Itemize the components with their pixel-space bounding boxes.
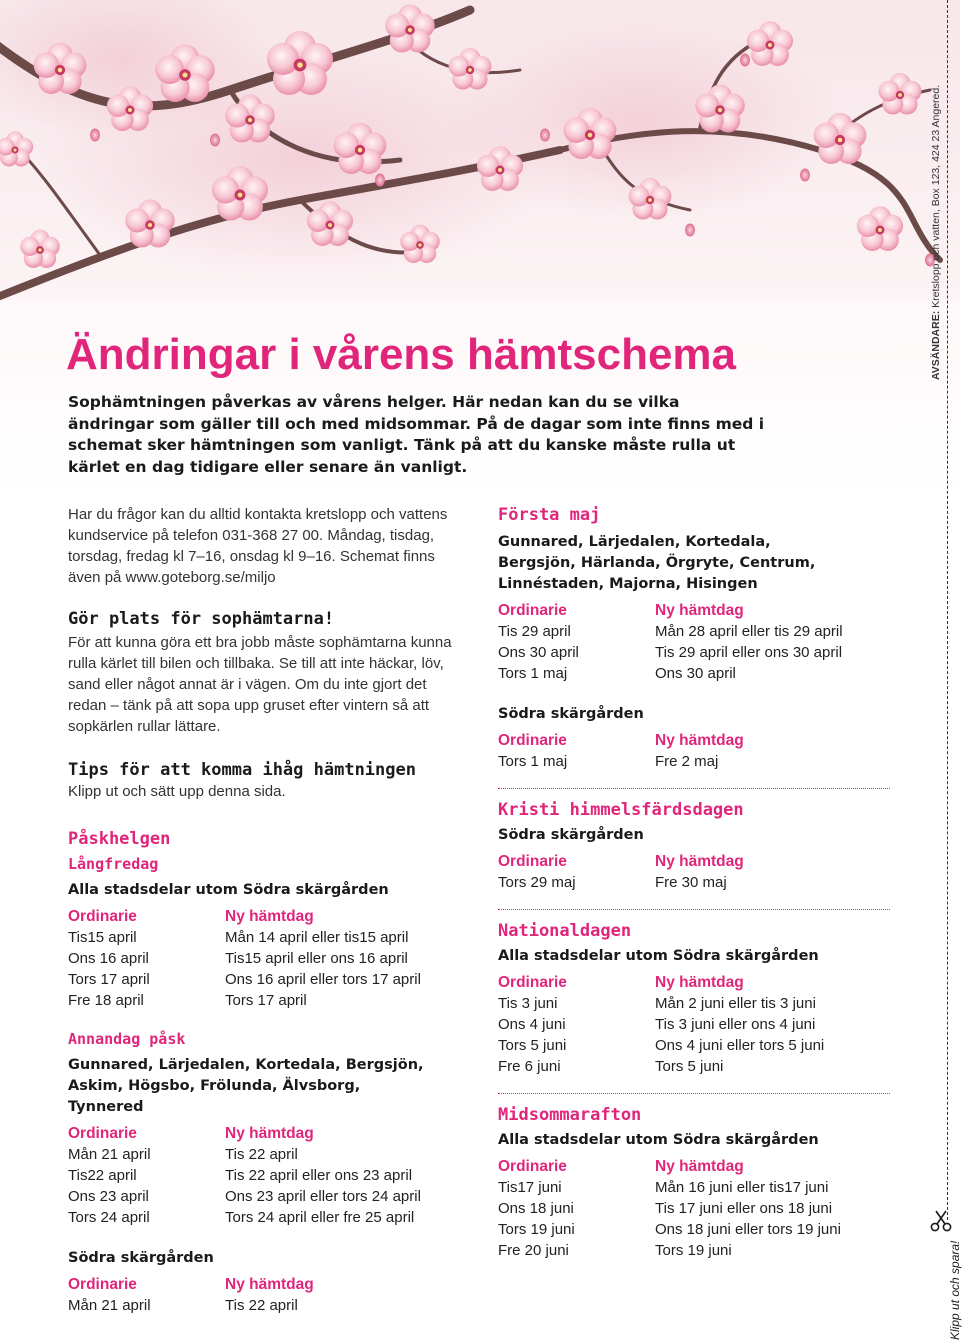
easter-monday-table-2: [68, 1274, 468, 1316]
table-cell: Fre 18 april: [68, 992, 144, 1009]
divider: [498, 909, 890, 910]
table-cell: Mån 21 april: [68, 1297, 151, 1314]
table-cell: Ons 23 april eller tors 24 april: [225, 1188, 421, 1205]
table-cell: Tis 17 juni eller ons 18 juni: [655, 1200, 833, 1217]
col-new: Ny hämtdag: [225, 1125, 314, 1142]
divider: [498, 788, 890, 789]
mayday-area: Gunnared, Lärjedalen, Kortedala, Bergsjön, Härlanda, Örgryte, Centrum, Linnéstaden, Majorna, Hisingen: [498, 534, 816, 592]
sender-label: AVSÄNDARE:: [930, 310, 942, 380]
longfriday-heading: Långfredag: [68, 855, 159, 873]
easter-monday-table: [68, 1123, 468, 1228]
table-cell: Tis 22 april: [225, 1146, 298, 1163]
table-cell: Tors 29 maj: [498, 874, 576, 891]
table-cell: Tors 1 maj: [498, 753, 568, 770]
ascension-heading: Kristi himmelsfärdsdagen: [498, 800, 744, 820]
right-column: [498, 504, 898, 1261]
intro-text: Sophämtningen påverkas av vårens helger. Här nedan kan du se vilka ändringar som gäller till och med midsommar. På de dagar som inte finns med i schemat sker hämtningen som vanligt. Tänk på att du kanske måste rulla ut kärlet en dag tidigare eller senare än vanligt.: [68, 393, 765, 476]
col-new: Ny hämtdag: [655, 602, 744, 619]
longfriday-area: Alla stadsdelar utom Södra skärgården: [68, 882, 389, 898]
table-cell: Ons 4 juni eller tors 5 juni: [655, 1037, 825, 1054]
col-ordinary: Ordinarie: [68, 908, 137, 925]
sender-address: [930, 85, 942, 380]
table-cell: Tors 17 april: [225, 992, 307, 1009]
mayday-table: [498, 600, 898, 684]
col-ordinary: Ordinarie: [498, 732, 567, 749]
table-cell: Ons 30 april: [655, 665, 736, 682]
col-new: Ny hämtdag: [225, 1276, 314, 1293]
col-new: Ny hämtdag: [655, 732, 744, 749]
col-new: Ny hämtdag: [655, 853, 744, 870]
mayday-heading: Första maj: [498, 505, 601, 525]
cut-line: [947, 0, 948, 1220]
tips-text: Klipp ut och sätt upp denna sida.: [68, 783, 286, 800]
table-cell: Tis17 juni: [498, 1179, 562, 1196]
national-day-area: Alla stadsdelar utom Södra skärgården: [498, 948, 819, 964]
table-cell: Ons 16 april eller tors 17 april: [225, 971, 421, 988]
col-ordinary: Ordinarie: [68, 1125, 137, 1142]
table-cell: Tis 3 juni: [498, 995, 558, 1012]
midsummer-table: [498, 1156, 898, 1261]
table-cell: Tis 22 april eller ons 23 april: [225, 1167, 413, 1184]
table-cell: Ons 18 juni eller tors 19 juni: [655, 1221, 841, 1238]
table-cell: Tis 3 juni eller ons 4 juni: [655, 1016, 816, 1033]
table-cell: Tis22 april: [68, 1167, 137, 1184]
space-text: För att kunna göra ett bra jobb måste sophämtarna kunna rulla kärlet till bilen och tillbaka. Se till att inte häckar, löv, sand eller något annat är i vägen. Om du inte gjort det redan – tänk på att sopa upp gruset efter vintern så att sopkärlen rullar lättare.: [68, 634, 452, 735]
table-cell: Mån 14 april eller tis15 april: [225, 929, 409, 946]
table-cell: Tors 5 juni: [498, 1037, 567, 1054]
table-cell: Ons 18 juni: [498, 1200, 574, 1217]
table-cell: Tis15 april eller ons 16 april: [225, 950, 408, 967]
contact-text: Har du frågor kan du alltid kontakta kretslopp och vattens kundservice på telefon 031-368 27 00. Måndag, tisdag, torsdag, fredag kl 7–16, onsdag kl 9–16. Schemat finns även på www.goteborg.se/miljo: [68, 506, 448, 586]
table-cell: Ons 30 april: [498, 644, 579, 661]
col-ordinary: Ordinarie: [498, 974, 567, 991]
midsummer-area: Alla stadsdelar utom Södra skärgården: [498, 1132, 819, 1148]
table-cell: Ons 16 april: [68, 950, 149, 967]
table-cell: Tors 1 maj: [498, 665, 568, 682]
table-cell: Mån 28 april eller tis 29 april: [655, 623, 843, 640]
page-title: Ändringar i vårens hämtschema: [66, 330, 737, 379]
col-new: Ny hämtdag: [655, 974, 744, 991]
easter-monday-area-2: Södra skärgården: [68, 1250, 214, 1266]
national-day-heading: Nationaldagen: [498, 921, 632, 941]
col-ordinary: Ordinarie: [498, 1158, 567, 1175]
table-cell: Tis 29 april eller ons 30 april: [655, 644, 843, 661]
table-cell: Fre 6 juni: [498, 1058, 561, 1075]
col-new: Ny hämtdag: [655, 1158, 744, 1175]
ascension-table: [498, 851, 898, 893]
ascension-area: Södra skärgården: [498, 827, 644, 843]
table-cell: Ons 23 april: [68, 1188, 149, 1205]
easter-monday-area: Gunnared, Lärjedalen, Kortedala, Bergsjön, Askim, Högsbo, Frölunda, Älvsborg, Tynnered: [68, 1057, 424, 1115]
table-cell: Tors 5 juni: [655, 1058, 724, 1075]
table-cell: Fre 20 juni: [498, 1242, 569, 1259]
table-cell: Mån 21 april: [68, 1146, 151, 1163]
col-new: Ny hämtdag: [225, 908, 314, 925]
table-cell: Tis 22 april: [225, 1297, 298, 1314]
table-cell: Mån 2 juni eller tis 3 juni: [655, 995, 816, 1012]
space-heading: Gör plats för sophämtarna!: [68, 609, 335, 629]
tips-heading: Tips för att komma ihåg hämtningen: [68, 760, 416, 780]
table-cell: Tors 19 juni: [655, 1242, 732, 1259]
easter-heading: Påskhelgen: [68, 829, 171, 849]
scissors-icon: [928, 1208, 954, 1234]
table-cell: Mån 16 juni eller tis17 juni: [655, 1179, 829, 1196]
midsummer-heading: Midsommarafton: [498, 1105, 642, 1125]
easter-monday-heading: Annandag påsk: [68, 1030, 186, 1048]
national-day-table: [498, 972, 898, 1077]
table-cell: Tis 29 april: [498, 623, 571, 640]
table-cell: Fre 30 maj: [655, 874, 727, 891]
mayday-table-2: [498, 730, 898, 772]
clip-and-save-text: Klipp ut och spara!: [948, 1240, 962, 1340]
col-ordinary: Ordinarie: [498, 853, 567, 870]
table-cell: Tors 17 april: [68, 971, 150, 988]
divider: [498, 1093, 890, 1094]
table-cell: Tors 24 april: [68, 1209, 150, 1226]
longfriday-table: [68, 906, 468, 1011]
left-column: [68, 504, 468, 1316]
table-cell: Ons 4 juni: [498, 1016, 566, 1033]
table-cell: Tors 24 april eller fre 25 april: [225, 1209, 415, 1226]
table-cell: Tis15 april: [68, 929, 137, 946]
col-ordinary: Ordinarie: [498, 602, 567, 619]
sender-text: Kretslopp och vatten, Box 123, 424 23 Angered.: [930, 84, 942, 308]
col-ordinary: Ordinarie: [68, 1276, 137, 1293]
mayday-area-2: Södra skärgården: [498, 706, 644, 722]
table-cell: Fre 2 maj: [655, 753, 719, 770]
table-cell: Tors 19 juni: [498, 1221, 575, 1238]
